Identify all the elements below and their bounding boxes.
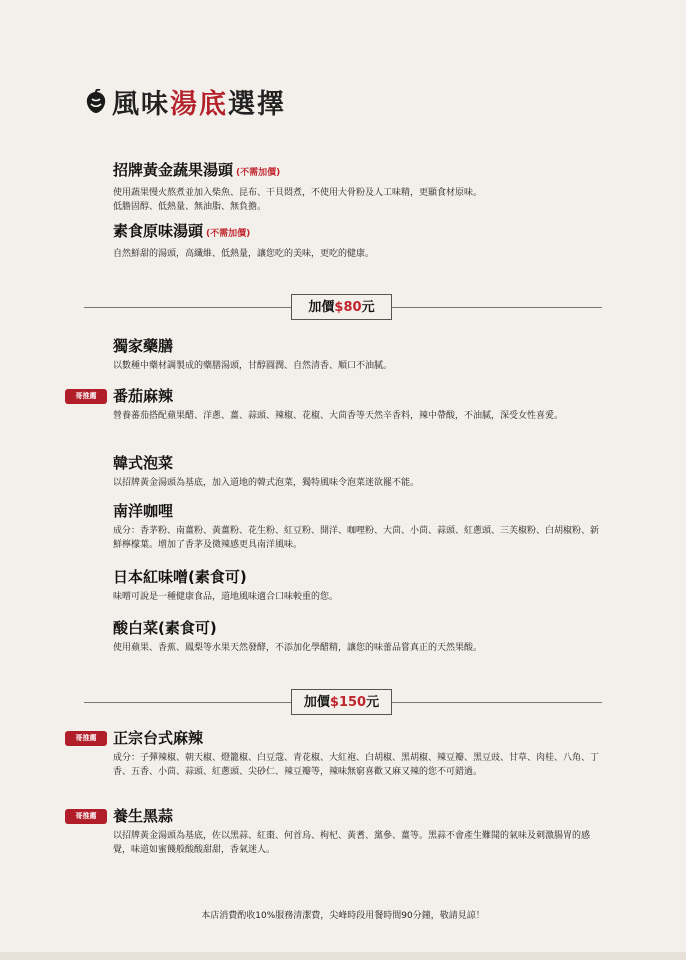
no-charge-note: (不需加價)	[236, 168, 281, 178]
price-tier-80-label: 加價$80元	[291, 294, 392, 320]
recommend-badge: 哥推薦	[65, 809, 107, 824]
menu-item: 韓式泡菜 以招牌黃金湯頭為基底，加入道地的韓式泡菜，獨特風味令泡菜迷欲罷不能。	[113, 454, 420, 488]
menu-item: 番茄麻辣 營養蕃茄搭配蘋果醋、洋蔥、薑、蒜頭、辣椒、花椒、大茴香等天然辛香料，辣中帶酸，不油膩，深受女性喜愛。	[113, 387, 564, 421]
menu-item: 養生黑蒜 以招牌黃金湯頭為基底，佐以黑蒜、紅棗、何首烏、枸杞、黃耆、黨參、薑等。黑蒜不會產生難聞的氣味及刺激腸胃的感覺，味道如蜜餞般酸酸甜甜，香氣迷人。	[113, 807, 591, 855]
menu-item: 獨家藥膳 以數種中藥材調製成的藥膳湯頭，甘醇圓潤、自然清香、順口不油膩。	[113, 337, 393, 371]
menu-item: 素食原味湯頭 (不需加價) 自然鮮甜的湯頭，高纖維、低熱量，讓您吃的美味，更吃的健康。	[113, 222, 375, 259]
page-title: 風味湯底選擇	[112, 89, 286, 120]
recommend-badge: 哥推薦	[65, 731, 107, 746]
service-charge-note: 本店消費酌收10%服務清潔費，尖峰時段用餐時間90分鐘，敬請見諒！	[201, 911, 485, 921]
menu-item: 招牌黃金蔬果湯頭 (不需加價) 使用蔬果慢火熬煮並加入柴魚、昆布、干貝悶煮，不使用大骨粉及人工味精，更顯食材原味。 低膽固醇、低熱量、無油脂、無負擔。	[113, 161, 483, 212]
menu-item: 南洋咖哩 成分：香茅粉、南薑粉、黃薑粉、花生粉、紅豆粉、開洋、咖哩粉、大茴、小茴、蒜頭、紅蔥頭、三芙椒粉、白胡椒粉、新鮮檸檬葉。增加了香茅及微辣感更具南洋風味。	[113, 502, 600, 550]
menu-item: 正宗台式麻辣 成分：子彈辣椒、朝天椒、燈籠椒、白豆蔻、青花椒、大紅袍、白胡椒、黑胡椒、辣豆瓣、黑豆豉、甘草、肉桂、八角、丁香、五香、小茴、蒜頭、紅蔥頭、尖砂仁、辣豆瓣等，辣味無窮喜歡又麻又辣的您不可錯過。	[113, 729, 600, 777]
page-edge	[0, 952, 686, 960]
no-charge-note: (不需加價)	[206, 229, 251, 239]
recommend-badge: 哥推薦	[65, 389, 107, 404]
title-row	[84, 82, 286, 121]
menu-item: 日本紅味噌(素食可) 味噌可說是一種健康食品，道地風味適合口味較重的您。	[113, 568, 339, 602]
price-tier-150-label: 加價$150元	[291, 689, 392, 715]
menu-item: 酸白菜(素食可) 使用蘋果、香蕉、鳳梨等水果天然發酵，不添加化學醋精，讓您的味蕾品嘗真正的天然果酸。	[113, 619, 483, 653]
pepper-logo-icon	[84, 89, 108, 115]
